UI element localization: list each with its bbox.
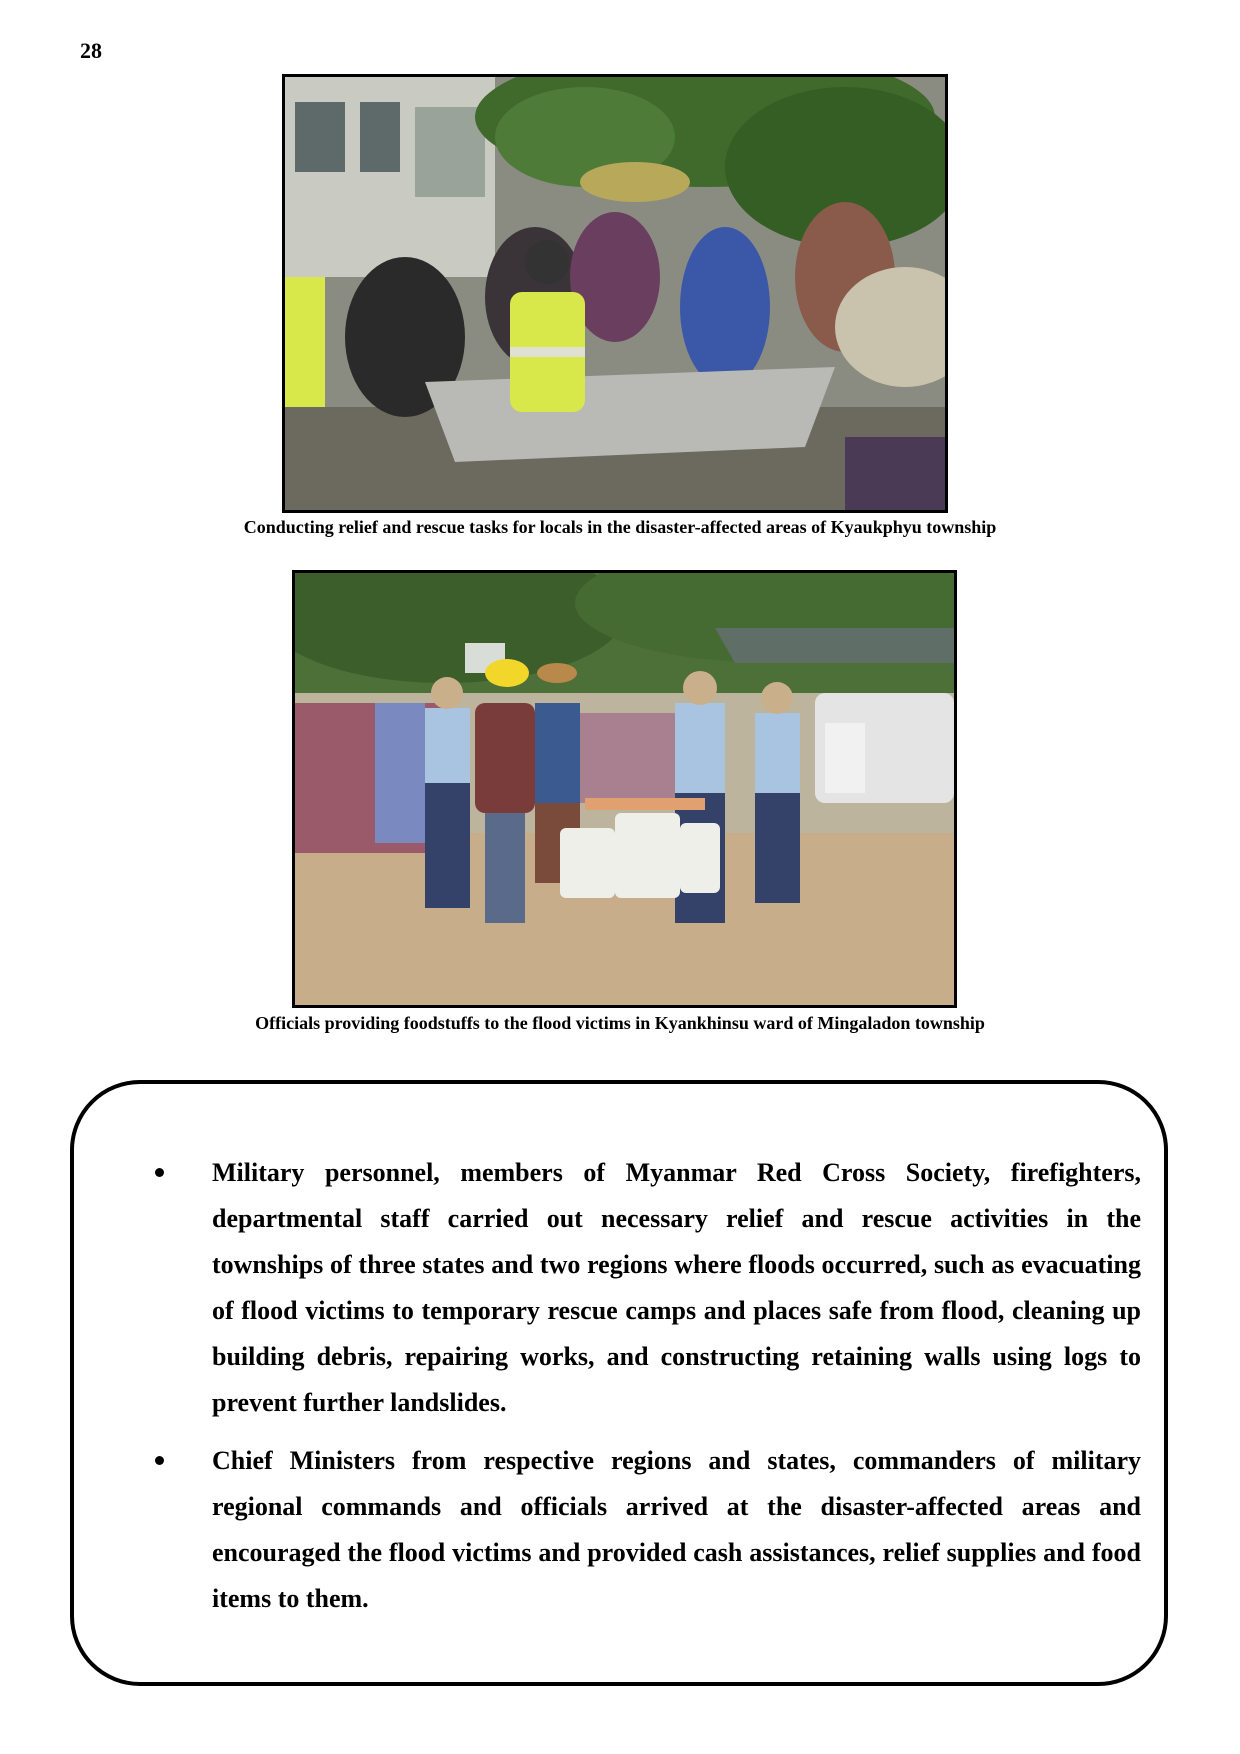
- bullet-icon: [155, 1168, 164, 1177]
- bullet-item: [124, 1438, 1141, 1622]
- bullet-icon: [155, 1456, 164, 1465]
- bullet-list: [124, 1150, 1141, 1634]
- foodstuffs-photo-mingaladon: [292, 570, 957, 1008]
- relief-photo-kyaukphyu: [282, 74, 948, 513]
- bullet-text: Military personnel, members of Myanmar Red Cross Society, firefighters, departmental staff carried out necessary relief and rescue activities in the townships of three states and two regions where floods occurred, such as evacuating of flood victims to temporary rescue camps and places safe from flood, cleaning up building debris, repairing works, and constructing retaining walls using logs to prevent further landslides.: [212, 1158, 1141, 1417]
- photo-caption-mingaladon: Officials providing foodstuffs to the flood victims in Kyankhinsu ward of Mingaladon township: [255, 1013, 985, 1033]
- bullet-item: [124, 1150, 1141, 1426]
- info-box: [70, 1080, 1168, 1686]
- photo-caption-kyaukphyu: Conducting relief and rescue tasks for locals in the disaster-affected areas of Kyaukphyu township: [243, 517, 997, 537]
- page-number: 28: [80, 38, 102, 63]
- bullet-text: Chief Ministers from respective regions and states, commanders of military regional commands and officials arrived at the disaster-affected areas and encouraged the flood victims and provided cash assistances, relief supplies and food items to them.: [212, 1446, 1141, 1613]
